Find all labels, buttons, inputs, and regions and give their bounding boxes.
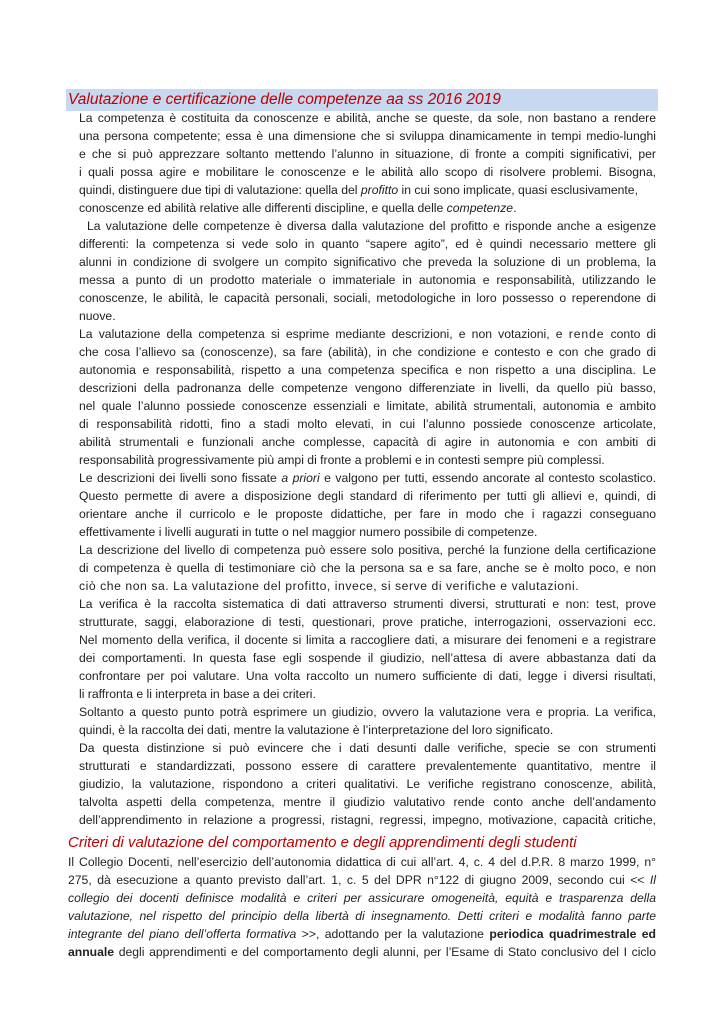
paragraph-line: La competenza è costituita da conoscenze e abilità, anche se queste, da sole, non bastano a rendere (79, 111, 656, 125)
paragraph-line: 275, dà esecuzione a quanto previsto dall’art. 1, c. 5 del DPR n°122 di giugno 2009, secondo cui << Il (68, 873, 657, 887)
paragraph-line: La valutazione delle competenze è diversa dalla valutazione del profitto e risponde anche a esigenze (87, 219, 656, 233)
paragraph-line: autonomia e responsabilità, rispetto a una competenza specifica e non rispetto a una disciplina. Le (79, 363, 656, 377)
paragraph-line: effettivamente i livelli augurati in tutte o nel maggior numero possibile di competenze. (79, 525, 538, 539)
paragraph-line: Da questa distinzione si può evincere che i dati desunti dalle verifiche, specie se con strumenti (79, 741, 656, 755)
paragraph-line: Questo permette di avere a disposizione degli standard di riferimento per tutti gli allievi e, quindi, di (79, 489, 656, 503)
paragraph-line: strutturate, saggi, elaborazione di testi, questionari, prove pratiche, interrogazioni, osservazioni ecc. (79, 615, 656, 629)
paragraph-line: La verifica è la raccolta sistematica di dati attraverso strumenti diversi, strutturati e non: test, prove (79, 597, 656, 611)
paragraph-line: valutazione, nel rispetto del principio della libertà di insegnamento. Detti criteri e modalità fanno parte (68, 909, 656, 923)
paragraph-line: li raffronta e li interpreta in base a dei criteri. (79, 687, 316, 701)
paragraph-line: La valutazione della competenza si esprime mediante descrizioni, e non votazioni, e rende conto di (79, 327, 657, 341)
paragraph-line: giudizio, la valutazione, rispondono a criteri qualitativi. Le verifiche registrano conoscenze, abilità, (79, 777, 656, 791)
section-heading-criteri: Criteri di valutazione del comportamento e degli apprendimenti degli studenti (68, 834, 577, 851)
paragraph-line: descrizioni della padronanza delle competenze vengono differenziate in livelli, da quello più basso, (79, 381, 656, 395)
paragraph-line: di responsabilità ridotti, fino a stadi molto elevati, in cui l’alunno possiede conoscenze articolate, (79, 417, 656, 431)
paragraph-line: dell’apprendimento in relazione a progressi, ristagni, regressi, impegno, motivazione, capacità critiche, (79, 813, 656, 827)
paragraph-line: responsabilità progressivamente più ampi di fronte a problemi e in contesti sempre più complessi. (79, 453, 605, 467)
paragraph-line: Il Collegio Docenti, nell’esercizio dell’autonomia didattica di cui all’art. 4, c. 4 del d.P.R. 8 marzo 1999, n° (68, 855, 656, 869)
paragraph-line: talvolta aspetti della competenza, mentre il giudizio valutativo rende conto anche dell’andamento (79, 795, 656, 809)
paragraph-line: ciò che non sa. La valutazione del profitto, invece, si serve di verifiche e valutazioni. (79, 579, 580, 593)
paragraph-line: quindi, distinguere due tipi di valutazione: quella del profitto in cui sono implicate, quasi esclusivamente, (79, 183, 638, 197)
paragraph-line: La descrizione del livello di competenza può essere solo positiva, perché la funzione della certificazione (79, 543, 656, 557)
paragraph-line: differenti: la competenza si vede solo in quanto “sapere agito”, ed è quindi necessario mettere gli (79, 237, 656, 251)
paragraph-line: confrontare per poi valutare. Una volta raccolto un numero sufficiente di dati, legge i diversi risultati, (79, 669, 656, 683)
paragraph-line: integrante del piano dell’offerta formativa >>, adottando per la valutazione periodica quadrimestrale ed (68, 927, 656, 941)
paragraph-line: i quali possa agire e mobilitare le conoscenze e le abilità allo scopo di risolvere problemi. Bisogna, (79, 165, 656, 179)
section-heading-valutazione (66, 89, 658, 111)
paragraph-line: nuove. (79, 309, 116, 323)
paragraph-line: dei comportamenti. In questa fase egli sospende il giudizio, nell’attesa di avere abbastanza dati da (79, 651, 656, 665)
paragraph-line: annuale degli apprendimenti e del comportamento degli alunni, per l’Esame di Stato conclusivo del I ciclo (68, 945, 656, 959)
paragraph-line: strutturati e standardizzati, possono essere di carattere prevalentemente quantitativo, mentre il (79, 759, 656, 773)
section-title: Valutazione e certificazione delle competenze aa ss 2016 2019 (68, 91, 501, 108)
paragraph-line: alunni in condizione di svolgere un compito significativo che preveda la soluzione di un problema, la (79, 255, 656, 269)
paragraph-line: Le descrizioni dei livelli sono fissate a priori e valgono per tutti, essendo ancorate al contesto scolastico. (79, 471, 657, 485)
paragraph-line: conoscenze ed abilità relative alle differenti discipline, e quella delle competenze. (79, 201, 517, 215)
paragraph-line: Soltanto a questo punto potrà esprimere un giudizio, ovvero la valutazione vera e propria. La verifica, (79, 705, 656, 719)
paragraph-line: una persona competente; essa è una dimensione che si sviluppa dinamicamente in tempi medio-lunghi (79, 129, 656, 143)
paragraph-line: che cosa l’allievo sa (conoscenze), sa fare (abilità), in che condizione e contesto e con che grado di (79, 345, 656, 359)
paragraph-line: e che si può apprezzare soltanto mettendo l’alunno in situazione, di fronte a compiti significativi, per (79, 147, 656, 161)
paragraph-line: abilità strumentali e funzionali anche complesse, capacità di agire in autonomia e con ambiti di (79, 435, 656, 449)
paragraph-line: orientare anche il curricolo e le proposte didattiche, per fare in modo che i ragazzi conseguano (79, 507, 656, 521)
paragraph-line: conoscenze, le abilità, le capacità personali, sociali, metodologiche in loro possesso o reperendone di (79, 291, 656, 305)
paragraph-line: di competenza è quella di testimoniare ciò che la persona sa e sa fare, anche se è molto poco, e non (79, 561, 656, 575)
paragraph-line: Nel momento della verifica, il docente si limita a raccogliere dati, a misurare dei fenomeni e a registrare (79, 633, 656, 647)
paragraph-line: messa a punto di un prodotto materiale o immateriale in autonomia e responsabilità, utilizzando le (79, 273, 656, 287)
paragraph-line: collegio dei docenti definisce modalità e criteri per assicurare omogeneità, equità e trasparenza della (68, 891, 656, 905)
paragraph-line: nel quale l’alunno possiede conoscenze essenziali e limitate, abilità strumentali, autonomia e ambito (79, 399, 656, 413)
paragraph-line: quindi, è la raccolta dei dati, mentre la valutazione è l’interpretazione del loro significato. (79, 723, 554, 737)
